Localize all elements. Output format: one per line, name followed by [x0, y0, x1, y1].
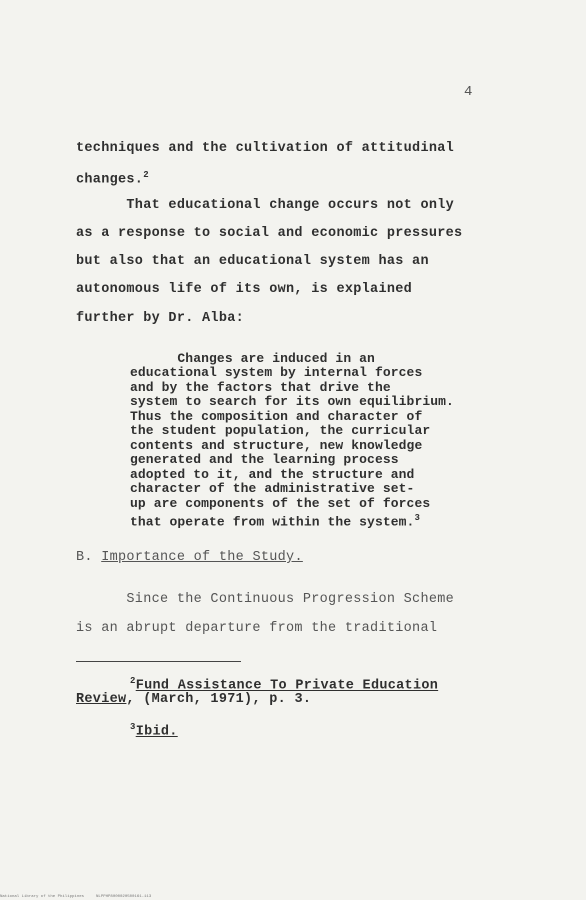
scan-footer: National Library of the Philippines NLPPHP8000020500161-113 — [0, 895, 152, 899]
footnote-3 — [130, 722, 178, 740]
quote-line: character of the administrative set- — [130, 481, 415, 496]
text-fragment: that operate from within the system. — [130, 514, 415, 530]
quote-line: system to search for its own equilibrium. — [130, 394, 454, 409]
quote-line: contents and structure, new knowledge — [130, 438, 423, 453]
footnote-rule — [76, 661, 241, 662]
quote-line — [130, 511, 420, 530]
quote-line: Thus the composition and character of — [130, 409, 423, 424]
footnote-2-cont — [76, 692, 311, 707]
section-prefix: B. — [76, 550, 102, 565]
quote-line: and by the factors that drive the — [130, 380, 391, 395]
paragraph-line: Since the Continuous Progression Scheme — [76, 592, 455, 607]
paragraph-line — [76, 170, 149, 188]
footnote-title: Review — [76, 692, 127, 707]
paragraph-line: autonomous life of its own, is explained — [76, 282, 413, 297]
footnote-ref: 3 — [414, 513, 420, 523]
footnote-number: 2 — [130, 676, 136, 686]
paragraph-line: further by Dr. Alba: — [76, 311, 245, 326]
section-title: Importance of the Study. — [101, 550, 303, 565]
footnote-citation: , (March, 1971), p. 3. — [126, 692, 312, 707]
paragraph-line: That educational change occurs not only — [76, 198, 455, 213]
paragraph-line: but also that an educational system has an — [76, 254, 429, 269]
quote-line: Changes are induced in an — [130, 351, 375, 366]
text-fragment: changes. — [76, 172, 144, 188]
paragraph-line: techniques and the cultivation of attitudinal — [76, 141, 455, 156]
quote-line: the student population, the curricular — [130, 423, 431, 438]
footnote-2 — [130, 676, 438, 694]
paragraph-line: is an abrupt departure from the traditional — [76, 621, 438, 636]
quote-line: adopted to it, and the structure and — [130, 467, 415, 482]
footnote-text: Ibid. — [135, 724, 178, 740]
quote-line: up are components of the set of forces — [130, 496, 431, 511]
footnote-number: 3 — [130, 722, 136, 732]
quote-line: generated and the learning process — [130, 452, 399, 467]
footnote-ref: 2 — [143, 170, 149, 180]
paragraph-line: as a response to social and economic pressures — [76, 226, 463, 241]
footnote-title: Fund Assistance To Private Education — [135, 678, 439, 694]
page-number: 4 — [464, 84, 473, 100]
quote-line: educational system by internal forces — [130, 365, 423, 380]
section-heading — [76, 550, 303, 565]
